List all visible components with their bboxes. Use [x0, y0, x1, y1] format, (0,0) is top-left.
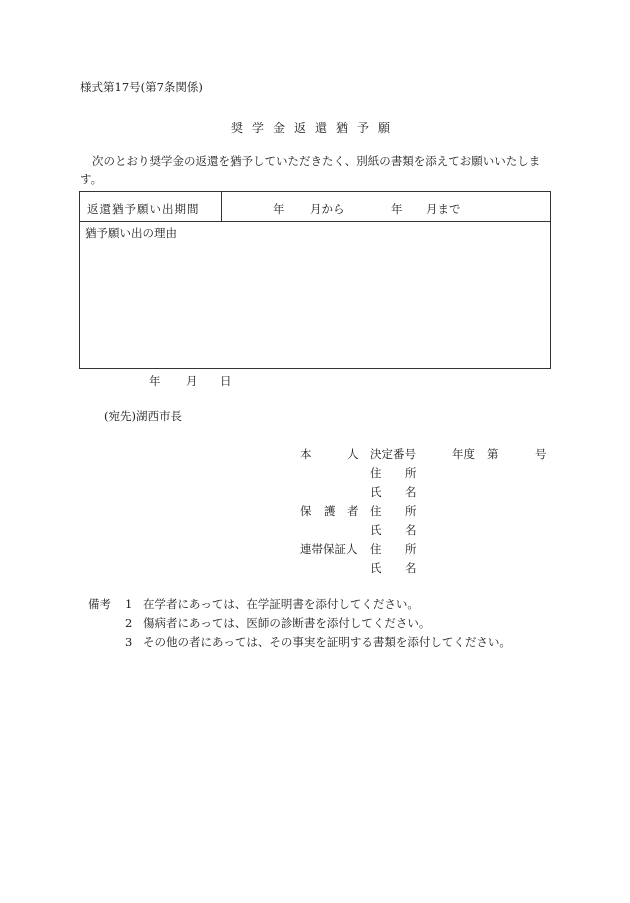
principal-address-2: 所 [405, 466, 417, 480]
note-number: 1 [125, 597, 133, 611]
guardian-label-1: 保 [300, 504, 312, 518]
form-number: 様式第17号(第7条関係) [80, 80, 203, 94]
period-year-from: 年 [273, 202, 285, 216]
application-table [79, 191, 551, 369]
note-text: 在学者にあっては、在学証明書を添付してください。 [143, 597, 419, 611]
decision-number-label: 決定番号 [370, 447, 416, 461]
guarantor-address-1: 住 [370, 542, 382, 556]
note-number: 2 [125, 616, 133, 630]
principal-label-1: 本 [300, 447, 312, 461]
intro-text: 次のとおり奨学金の返還を猶予していただきたく、別紙の書類を添えてお願いいたします。 [80, 154, 541, 186]
principal-address-1: 住 [370, 466, 382, 480]
principal-name-2: 名 [405, 485, 417, 499]
fiscal-year-label: 年度 [452, 447, 475, 461]
guarantor-name-2: 名 [405, 561, 417, 575]
period-row [80, 192, 550, 222]
number-suffix: 号 [535, 447, 547, 461]
principal-name-1: 氏 [370, 485, 382, 499]
notes-heading: 備考 [88, 597, 111, 611]
guardian-label-3: 者 [347, 504, 359, 518]
guardian-name-2: 名 [405, 523, 417, 537]
note-text: その他の者にあっては、その事実を証明する書類を添付してください。 [143, 635, 511, 649]
guarantor-address-2: 所 [405, 542, 417, 556]
principal-label-2: 人 [347, 447, 359, 461]
period-month-from: 月から [310, 202, 345, 216]
guardian-name-1: 氏 [370, 523, 382, 537]
period-divider [221, 192, 222, 221]
date-day: 日 [220, 374, 232, 388]
period-label: 返還猶予願い出期間 [87, 202, 200, 216]
guarantor-label: 連帯保証人 [300, 542, 358, 556]
date-year: 年 [149, 374, 161, 388]
guardian-address-2: 所 [405, 504, 417, 518]
guardian-label-2: 護 [324, 504, 336, 518]
guarantor-name-1: 氏 [370, 561, 382, 575]
note-number: 3 [125, 635, 133, 649]
note-text: 傷病者にあっては、医師の診断書を添付してください。 [143, 616, 431, 630]
period-year-to: 年 [391, 202, 403, 216]
guardian-address-1: 住 [370, 504, 382, 518]
reason-label: 猶予願い出の理由 [85, 226, 177, 240]
addressee: (宛先)湖西市長 [104, 409, 182, 423]
date-month: 月 [186, 374, 198, 388]
document-title: 奨学金返還猶予願 [230, 121, 399, 135]
number-prefix: 第 [487, 447, 499, 461]
period-month-to: 月まで [426, 202, 461, 216]
